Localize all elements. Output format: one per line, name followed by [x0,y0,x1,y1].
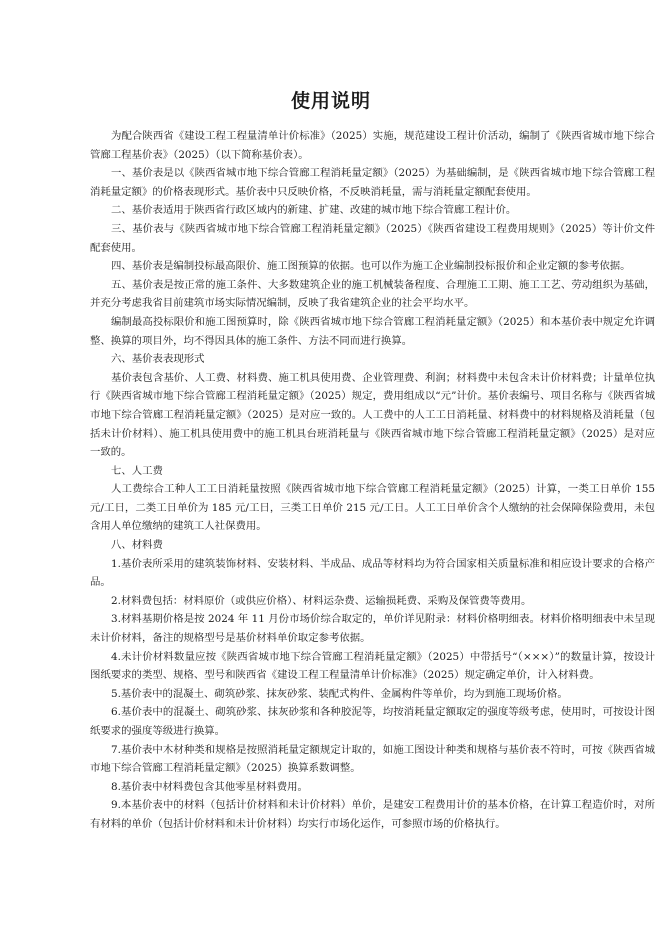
paragraph: 8.基价表中材料费包含其他零星材料费用。 [111,780,308,793]
paragraph: 三、基价表与《陕西省城市地下综合管廊工程消耗量定额》（2025）《陕西省建设工程费用规则》（2025）等计价文件配套使用。 [90,222,655,254]
paragraph: 2.材料费包括：材料原价（或供应价格）、材料运杂费、运输损耗费、采购及保管费等费用。 [111,594,532,607]
paragraph: 六、基价表表现形式 [111,353,205,366]
paragraph: 二、基价表适用于陕西省行政区域内的新建、扩建、改建的城市地下综合管廊工程计价。 [111,204,517,217]
document-body [90,127,655,834]
paragraph: 编制最高投标限价和施工图预算时，除《陕西省城市地下综合管廊工程消耗量定额》（2025）和本基价表中规定允许调整、换算的项目外，均不得因具体的施工条件、方法不同而进行换算。 [90,315,655,347]
paragraph: 一、基价表是以《陕西省城市地下综合管廊工程消耗量定额》（2025）为基础编制，是《陕西省城市地下综合管廊工程消耗量定额》的价格表现形式。基价表中只反映价格，不反映消耗量，需与消耗量定额配套使用。 [90,167,655,198]
paragraph: 3.材料基期价格是按 2024 年 11 月份市场价综合取定的，单价详见附录：材料价格明细表。材料价格明细表中未呈现未计价材料，备注的规格型号是基价材料单价取定参考依据。 [90,613,655,645]
paragraph: 基价表包含基价、人工费、材料费、施工机具使用费、企业管理费、利润；材料费中未包含未计价材料费；计量单位执行《陕西省城市地下综合管廊工程消耗量定额》（2025）规定，费用组成以“元”计价。基价表编号、项目名称与《陕西省城市地下综合管廊工程消耗量定额》（2025）是对应一致的。人工费中的人工工日消耗量、材料费中的材料规格及消耗量（包括未计价材料）、施工机具使用费中的施工机具台班消耗量与《陕西省城市地下综合管廊工程消耗量定额》（2025）是对应一致的。 [90,371,655,459]
paragraph: 五、基价表是按正常的施工条件、大多数建筑企业的施工机械装备程度、合理施工工期、施工工艺、劳动组织为基础，并充分考虑我省目前建筑市场实际情况编制，反映了我省建筑企业的社会平均水平。 [90,278,655,310]
paragraph: 4.未计价材料数量应按《陕西省城市地下综合管廊工程消耗量定额》（2025）中带括号“（×××）”的数量计算，按设计图纸要求的类型、规格、型号和陕西省《建设工程工程量清单计价标准》（2025）规定确定单价，计入材料费。 [90,650,655,682]
paragraph: 6.基价表中的混凝土、砌筑砂浆、抹灰砂浆和各种胶泥等，均按消耗量定额取定的强度等级考虑，使用时，可按设计图纸要求的强度等级进行换算。 [90,706,655,737]
paragraph: 9.本基价表中的材料（包括计价材料和未计价材料）单价，是建安工程费用计价的基本价格，在计算工程造价时，对所有材料的单价（包括计价材料和未计价材料）均实行市场化运作，可参照市场的价格执行。 [90,799,655,830]
paragraph: 7.基价表中木材种类和规格是按照消耗量定额规定计取的，如施工图设计种类和规格与基价表不符时，可按《陕西省城市地下综合管廊工程消耗量定额》（2025）换算系数调整。 [90,743,655,775]
paragraph: 七、人工费 [111,464,163,477]
paragraph: 八、材料费 [111,539,163,552]
paragraph: 人工费综合工种人工工日消耗量按照《陕西省城市地下综合管廊工程消耗量定额》（2025）计算，一类工日单价 155 元/工日，二类工日单价为 185 元/工日，三类工日单价 215 元/工日。人工工日单价含个人缴纳的社会保障保险费用，未包含用人单位缴纳的建筑工人社保费用。 [90,483,655,533]
paragraph: 四、基价表是编制投标最高限价、施工图预算的依据。也可以作为施工企业编制投标报价和企业定额的参考依据。 [111,260,631,273]
paragraph: 5.基价表中的混凝土、砌筑砂浆、抹灰砂浆、装配式构件、金属构件等单价，均为到施工现场价格。 [111,687,568,700]
paragraph: 为配合陕西省《建设工程工程量清单计价标准》（2025）实施，规范建设工程计价活动，编制了《陕西省城市地下综合管廊工程基价表》（2025）（以下简称基价表）。 [90,130,655,161]
page-title: 使用说明 [290,90,371,112]
paragraph: 1.基价表所采用的建筑装饰材料、安装材料、半成品、成品等材料均为符合国家相关质量标准和相应设计要求的合格产品。 [90,557,655,589]
